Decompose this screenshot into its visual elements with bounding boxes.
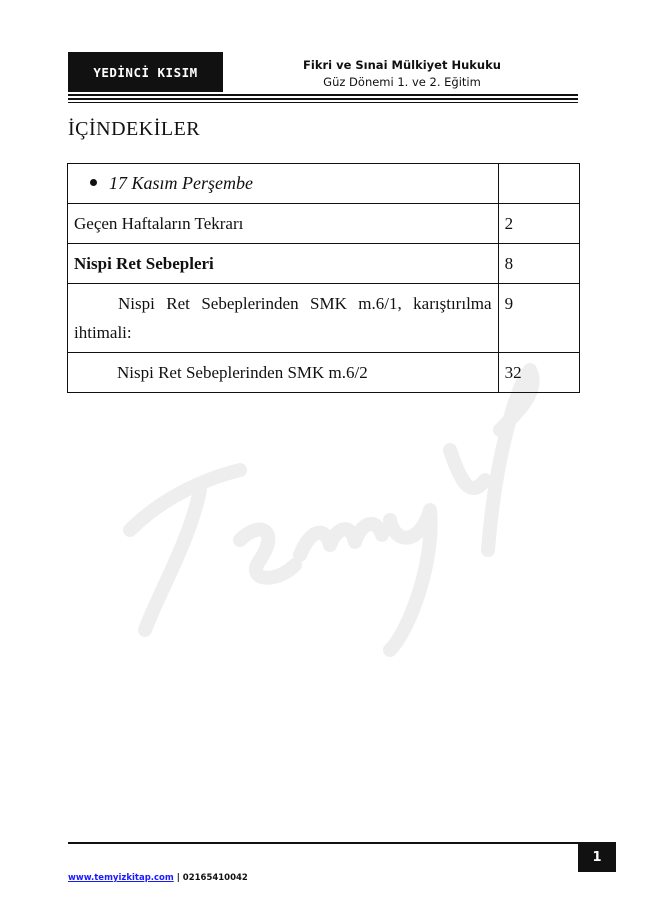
toc-row-page: 8 (498, 244, 579, 284)
footer-contact (68, 873, 248, 883)
page-number: 1 (578, 842, 616, 872)
header-rule-top (68, 94, 578, 96)
toc-row-label (68, 164, 499, 204)
toc-title: İÇİNDEKİLER (68, 118, 201, 140)
section-tab: YEDİNCİ KISIM (68, 52, 223, 92)
toc-row-page: 32 (498, 353, 579, 393)
toc-entry-link[interactable]: Nispi Ret Sebeplerinden SMK m.6/2 (68, 353, 499, 393)
toc-row-page: 9 (498, 284, 579, 353)
bullet-icon (90, 179, 97, 186)
website-link[interactable]: www.temyizkitap.com (68, 873, 174, 883)
footer-rule (68, 842, 614, 844)
footer-separator: | (173, 873, 183, 883)
course-subtitle: Güz Dönemi 1. ve 2. Eğitim (323, 75, 481, 89)
running-header (296, 57, 508, 91)
course-title: Fikri ve Sınai Mülkiyet Hukuku (303, 58, 501, 72)
header-rule-bottom (68, 102, 578, 103)
toc-entry-link[interactable]: Nispi Ret Sebeplerinden SMK m.6/1, karıştırılma ihtimali: (68, 284, 499, 353)
toc-table (67, 163, 580, 393)
header-rule-middle (68, 98, 578, 100)
toc-row (68, 204, 580, 244)
toc-row (68, 244, 580, 284)
toc-entry-link[interactable]: Geçen Haftaların Tekrarı (68, 204, 499, 244)
toc-row (68, 284, 580, 353)
toc-row-page: 2 (498, 204, 579, 244)
phone-number: 02165410042 (182, 873, 248, 883)
toc-date-heading[interactable]: 17 Kasım Perşembe (109, 173, 253, 193)
toc-row (68, 353, 580, 393)
toc-row (68, 164, 580, 204)
toc-row-page (498, 164, 579, 204)
toc-entry-link[interactable]: Nispi Ret Sebepleri (68, 244, 499, 284)
